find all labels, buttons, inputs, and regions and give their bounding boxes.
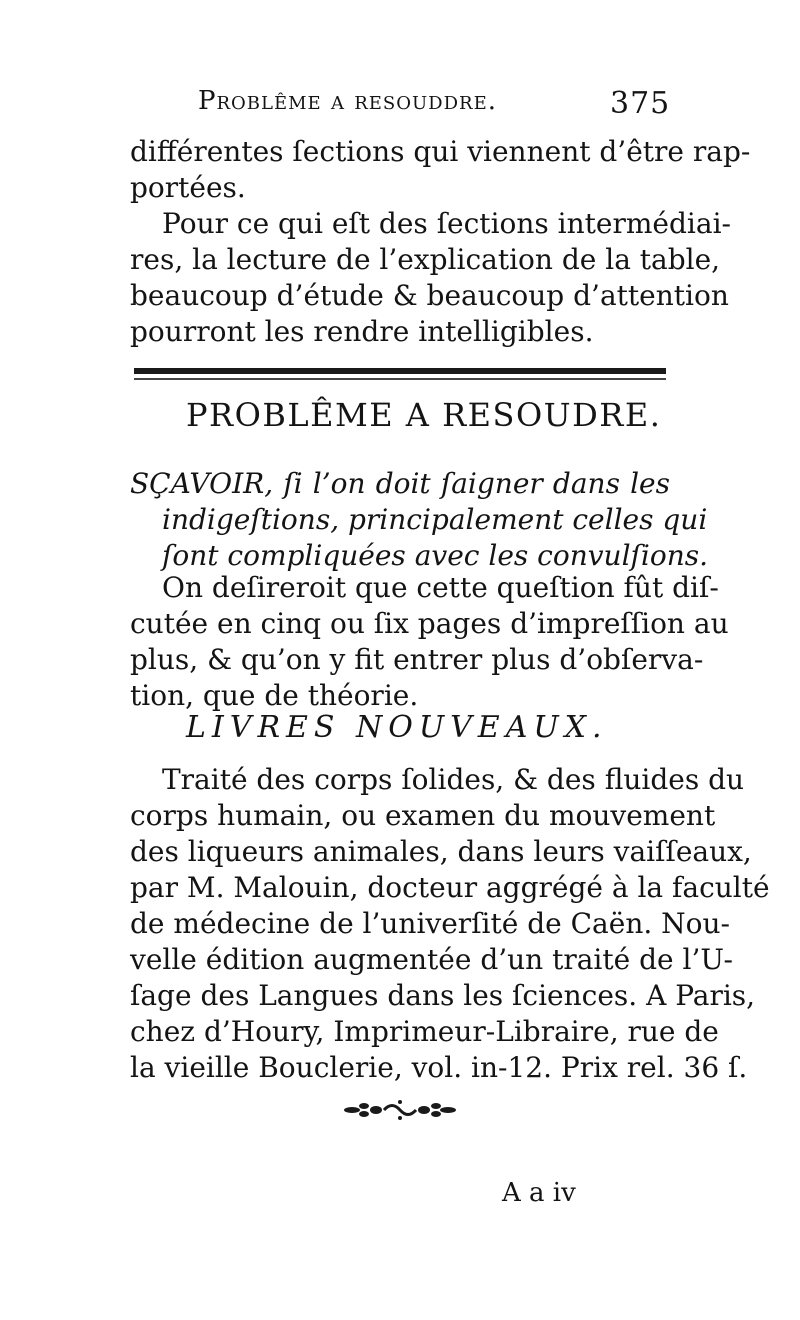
running-head-title: Problême a resouddre.: [198, 86, 497, 116]
text-line: On deſireroit que cette queſtion fût diſ-: [162, 571, 719, 604]
text-line: tion, que de théorie.: [130, 679, 419, 712]
text-line: Pour ce qui eſt des ſections intermédiai-: [162, 207, 731, 240]
text-line: velle édition augmentée d’un traité de l’U-: [130, 943, 733, 976]
fleuron-ornament-icon: [340, 1095, 460, 1125]
text-line: la vieille Bouclerie, vol. in-12. Prix rel. 36 ſ.: [130, 1051, 748, 1084]
text-line: différentes ſections qui viennent d’être rap-: [130, 135, 751, 168]
text-line: des liqueurs animales, dans leurs vaiſſeaux,: [130, 835, 752, 868]
text-line: chez d’Houry, Imprimeur-Libraire, rue de: [130, 1015, 719, 1048]
page-number: 375: [610, 86, 671, 121]
question-line: ſont compliquées avec les convulſions.: [162, 539, 709, 572]
text-line: Traité des corps ſolides, & des fluides du: [162, 763, 745, 796]
books-heading: LIVRES NOUVEAUX.: [186, 710, 608, 745]
text-line: cutée en cinq ou ſix pages d’impreſſion au: [130, 607, 729, 640]
text-line: par M. Malouin, docteur aggrégé à la faculté: [130, 871, 770, 904]
question-line: indigeſtions, principalement celles qui: [162, 503, 708, 536]
text-line: corps humain, ou examen du mouvement: [130, 799, 716, 832]
text-line: pourront les rendre intelligibles.: [130, 315, 594, 348]
text-line: ſage des Langues dans les ſciences. A Paris,: [130, 979, 756, 1012]
section-rule-thin: [134, 378, 666, 380]
running-head: [198, 86, 671, 121]
text-line: de médecine de l’univerſité de Caën. Nou-: [130, 907, 731, 940]
text-line: res, la lecture de l’explication de la table,: [130, 243, 721, 276]
problem-heading: PROBLÊME A RESOUDRE.: [186, 396, 662, 434]
text-line: plus, & qu’on y fit entrer plus d’obſerva-: [130, 643, 704, 676]
signature-mark: A a iv: [502, 1178, 576, 1208]
text-line: beaucoup d’étude & beaucoup d’attention: [130, 279, 729, 312]
text-line: portées.: [130, 171, 246, 204]
section-rule: [134, 368, 666, 374]
question-line: SÇAVOIR, ſi l’on doit ſaigner dans les: [130, 467, 670, 500]
